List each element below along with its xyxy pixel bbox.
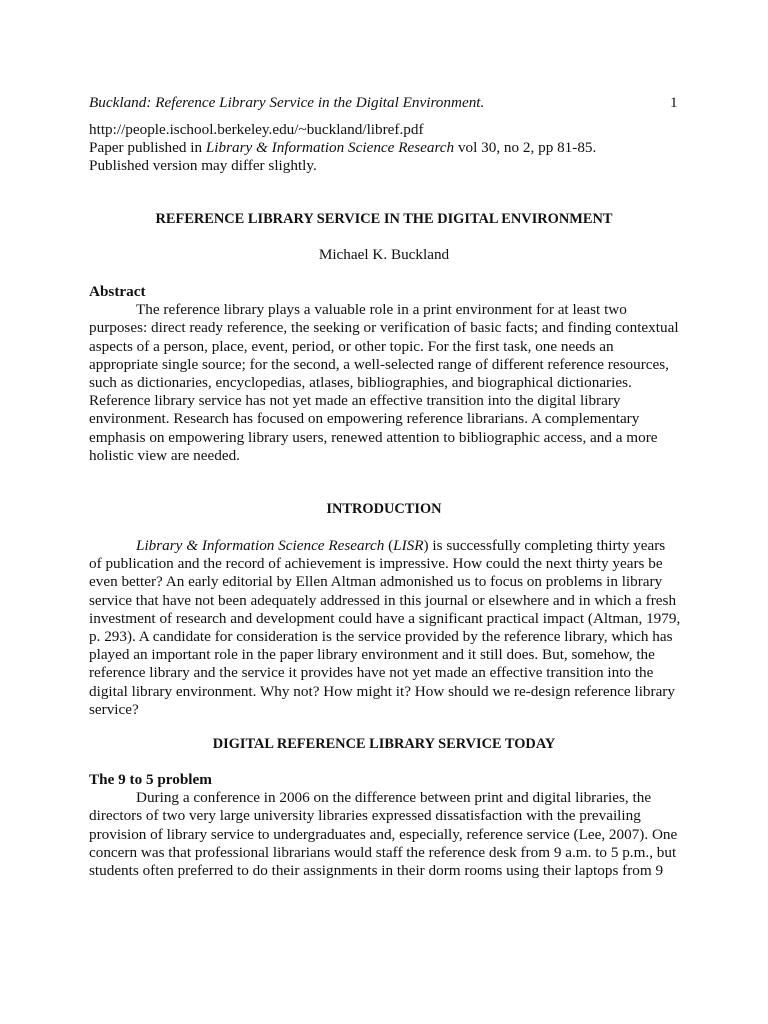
section-line: directors of two very large university libraries expressed dissatisfaction with the prevailing	[89, 807, 641, 825]
citation-suffix: vol 30, no 2, pp 81-85.	[454, 139, 597, 157]
source-url: http://people.ischool.berkeley.edu/~buckland/libref.pdf	[89, 121, 424, 138]
introduction-line: service that have not been adequately addressed in this journal or elsewhere and in which a fresh	[89, 591, 677, 609]
inline-text: (	[384, 537, 394, 554]
nine-to-five-heading: The 9 to 5 problem	[89, 771, 212, 788]
introduction-line: investment of research and development could have a significant practical impact (Altman, 1979,	[89, 609, 681, 627]
inline-text: ) is successfully completing thirty years	[423, 537, 666, 554]
abstract-line: Reference library service has not yet made an effective transition into the digital library	[89, 392, 621, 410]
paper-title: REFERENCE LIBRARY SERVICE IN THE DIGITAL ENVIRONMENT	[155, 211, 613, 227]
page-number: 1	[670, 94, 678, 111]
introduction-line: p. 293). A candidate for consideration is the service provided by the reference library, which has	[89, 628, 673, 646]
introduction-line: even better? An early editorial by Ellen Altman admonished us to focus on problems in library	[89, 573, 663, 591]
introduction-line: of publication and the record of achievement is impressive. How could the next thirty years be	[89, 555, 663, 573]
journal-name-inline: Library & Information Science Research	[136, 537, 385, 554]
introduction-line: digital library environment. Why not? How might it? How should we re-design reference library	[89, 682, 675, 700]
section-line: During a conference in 2006 on the difference between print and digital libraries, the	[136, 789, 652, 807]
abstract-line: such as dictionaries, encyclopedias, atlases, bibliographies, and biographical dictionaries.	[89, 374, 632, 392]
introduction-section	[89, 537, 680, 719]
abstract-line: holistic view are needed.	[89, 446, 240, 464]
introduction-first-line	[89, 537, 680, 555]
citation-prefix: Paper published in	[89, 139, 206, 157]
abstract-line: emphasis on empowering library users, renewed attention to bibliographic access, and a more	[89, 428, 658, 446]
abstract-line: environment. Research has focused on empowering reference librarians. A complementary	[89, 410, 640, 428]
journal-name: Library & Information Science Research	[205, 139, 455, 157]
abstract-heading: Abstract	[89, 283, 146, 300]
abstract-section	[89, 283, 680, 465]
abstract-line: appropriate single source; for the second, a well-selected range of different reference resources,	[89, 355, 669, 373]
abstract-line: The reference library plays a valuable role in a print environment for at least two	[136, 301, 627, 319]
abstract-line: purposes: direct ready reference, the seeking or verification of basic facts; and finding contextual	[89, 319, 679, 337]
section-line: provision of library service to undergraduates and, especially, reference service (Lee, 2007). One	[89, 825, 678, 843]
abstract-line: aspects of a person, place, event, period, or other topic. For the first task, one needs an	[89, 337, 614, 355]
introduction-line: played an important role in the paper library environment and it still does. But, somehow, the	[89, 646, 655, 664]
nine-to-five-section	[89, 771, 680, 880]
publication-citation	[89, 139, 596, 157]
introduction-line: service?	[89, 700, 139, 718]
digital-reference-heading: DIGITAL REFERENCE LIBRARY SERVICE TODAY	[212, 736, 556, 752]
publication-info	[89, 121, 596, 176]
author-name: Michael K. Buckland	[318, 246, 450, 263]
running-header-title: Buckland: Reference Library Service in the Digital Environment.	[89, 94, 485, 111]
abstract-body	[89, 301, 680, 465]
introduction-line: reference library and the service it provides have not yet made an effective transition into the	[89, 664, 654, 682]
journal-abbrev: LISR	[393, 537, 424, 554]
section-line: concern was that professional librarians would staff the reference desk from 9 a.m. to 5 p.m., but	[89, 843, 677, 861]
section-line: students often preferred to do their assignments in their dorm rooms using their laptops from 9	[89, 862, 664, 880]
version-note: Published version may differ slightly.	[89, 157, 317, 175]
introduction-heading: INTRODUCTION	[326, 501, 442, 517]
